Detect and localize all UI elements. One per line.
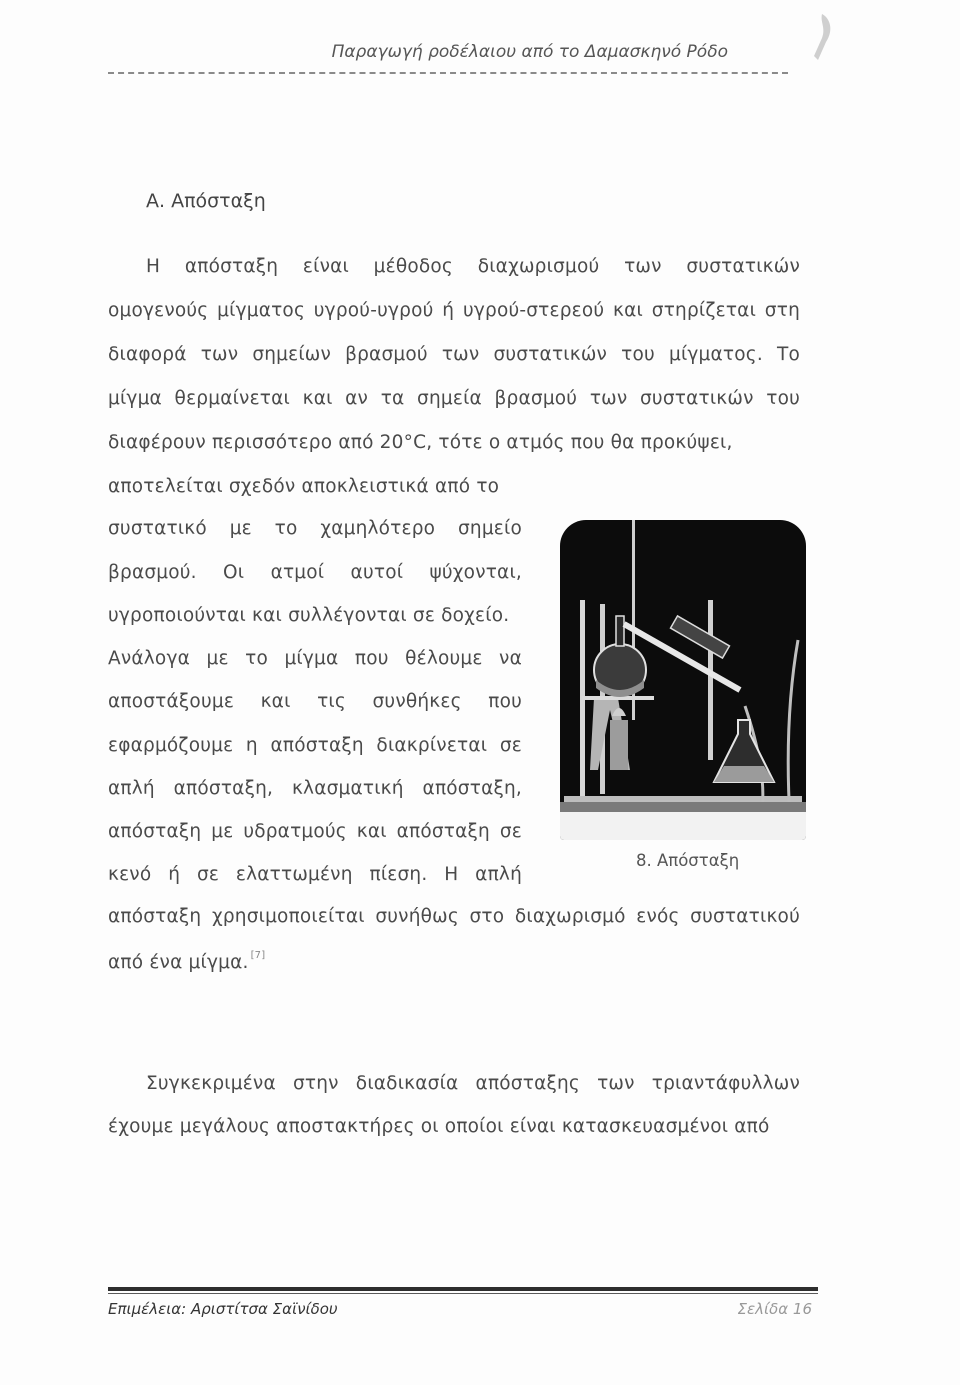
distillation-apparatus-illustration <box>560 520 806 840</box>
text-line: αποστάξουμε και τις συνθήκες που <box>108 691 522 712</box>
text-line: συστατικό με το χαμηλότερο σημείο <box>108 518 522 539</box>
header-rule <box>108 72 788 74</box>
text-line: κενό ή σε ελαττωμένη πίεση. Η απλή <box>108 864 522 885</box>
text-line: απόσταξη χρησιμοποιείται συνήθως στο διαχωρισμό ενός συστατικού <box>108 906 800 927</box>
text-line: εφαρμόζουμε η απόσταξη διακρίνεται σε <box>108 735 522 756</box>
distillation-photo <box>560 520 806 840</box>
text-line-last <box>108 950 265 973</box>
text-line: Ανάλογα με το μίγμα που θέλουμε να <box>108 648 522 669</box>
figure-caption: 8. Απόσταξη <box>636 851 740 870</box>
text-fragment: διαφέρουν περισσότερο από 20 <box>108 432 404 453</box>
text-fragment: από ένα μίγμα. <box>108 952 249 973</box>
footer-rule <box>108 1287 818 1291</box>
text-line: Συγκεκριμένα στην διαδικασία απόσταξης των τριαντάφυλλων <box>146 1073 800 1094</box>
text-line: έχουμε μεγάλους αποστακτήρες οι οποίοι είναι κατασκευασμένοι από <box>108 1116 770 1137</box>
text-line: υγροποιούνται και συλλέγονται σε δοχείο. <box>108 605 510 626</box>
text-line-with-degree <box>108 432 800 453</box>
header-title: Παραγωγή ροδέλαιου από το Δαμασκηνό Ρόδο <box>331 42 728 62</box>
text-line: βρασμού. Οι ατμοί αυτοί ψύχονται, <box>108 562 522 583</box>
footer-rule-thin <box>108 1293 818 1294</box>
text-line: Η απόσταξη είναι μέθοδος διαχωρισμού των συστατικών <box>146 256 800 277</box>
section-heading: Α. Απόσταξη <box>146 190 266 212</box>
footer-author: Επιμέλεια: Αριστίτσα Σαϊνίδου <box>108 1300 338 1318</box>
text-line: αποτελείται σχεδόν αποκλειστικά από το <box>108 476 500 497</box>
text-line: μίγμα θερμαίνεται και αν τα σημεία βρασμού των συστατικών του <box>108 388 800 409</box>
page-corner-smudge <box>804 8 840 68</box>
text-line: απόσταξη με υδρατμούς και απόσταξη σε <box>108 821 522 842</box>
text-line: ομογενούς μίγματος υγρού-υγρού ή υγρού-στερεού και στηρίζεται στη <box>108 300 800 321</box>
footer-page-number: Σελίδα 16 <box>737 1300 812 1318</box>
text-line: απλή απόσταξη, κλασματική απόσταξη, <box>108 778 522 799</box>
text-fragment: °C, τότε ο ατμός που θα προκύψει, <box>403 432 733 453</box>
citation-mark: [7] <box>250 950 266 961</box>
text-line: διαφορά των σημείων βρασμού των συστατικών του μίγματος. Το <box>108 344 800 365</box>
